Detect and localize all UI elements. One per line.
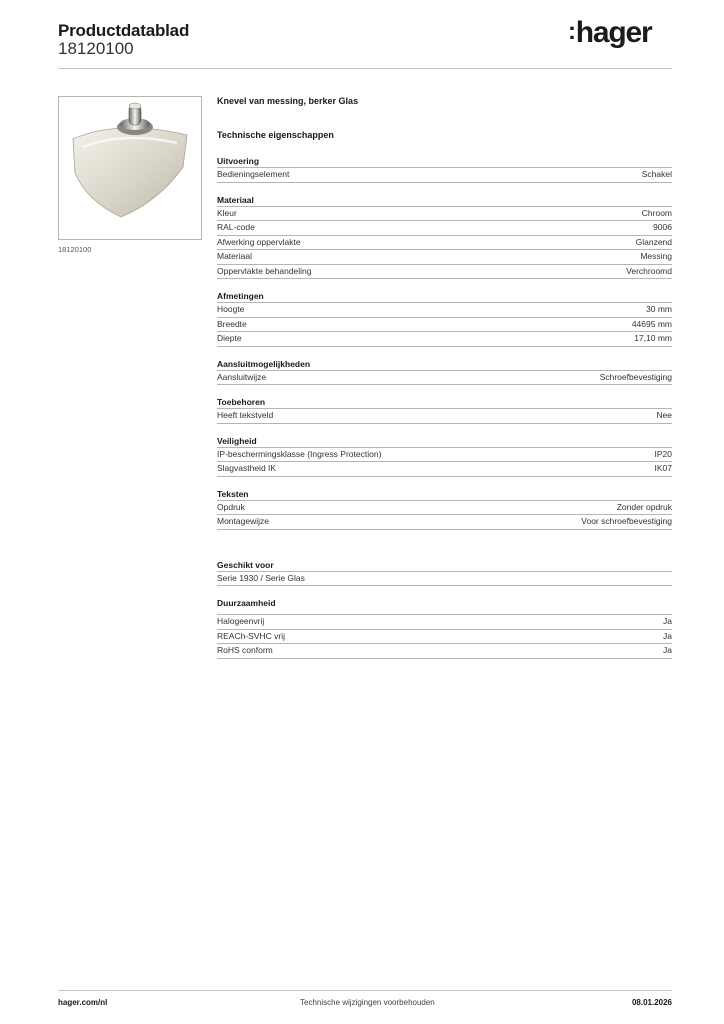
spec-row [217,371,672,386]
spec-row [217,630,672,645]
spec-row [217,462,672,477]
spec-value: Voor schroefbevestiging [581,516,672,526]
spec-value: Glanzend [635,236,672,247]
spec-value: IP20 [654,448,672,459]
spec-row [217,265,672,280]
document-title: Productdatablad [58,21,190,40]
spec-value: 9006 [653,222,672,232]
logo-mark: : [568,18,575,45]
footer-disclaimer: Technische wijzigingen voorbehouden [300,998,435,1007]
group-title: Teksten [217,488,672,501]
spec-value: Schroefbevestiging [599,371,672,382]
spec-value: Ja [663,616,672,626]
spec-value: Messing [640,251,672,261]
document-product-code: 18120100 [58,39,134,58]
hager-logo [568,16,652,50]
spec-label: Materiaal [217,251,252,261]
spec-row [217,515,672,530]
spec-row [217,168,672,183]
spec-label: Afwerking oppervlakte [217,236,301,247]
spacer [217,279,672,290]
header-divider [58,68,672,69]
spec-label: Aansluitwijze [217,371,267,382]
spec-row [217,615,672,630]
spacer [217,385,672,396]
spec-groups [217,155,672,530]
spec-row [217,332,672,347]
spec-value: Verchroomd [626,265,672,276]
spec-value: Chroom [641,207,672,218]
group-title: Aansluitmogelijkheden [217,358,672,371]
spec-row [217,318,672,333]
group-title: Uitvoering [217,155,672,168]
spec-value: 30 mm [646,304,672,314]
spec-value: IK07 [654,463,672,473]
spec-value: Ja [663,645,672,655]
spec-value: 44695 mm [631,318,672,329]
spec-row [217,207,672,222]
spec-label: Bedieningselement [217,169,290,179]
spec-label: Montagewijze [217,516,269,526]
spec-value: Zonder opdruk [616,501,672,512]
footer-website: hager.com/nl [58,998,108,1007]
spec-content [217,95,672,659]
suitable-rows [217,572,672,587]
spec-label: REACh-SVHC vrij [217,630,286,641]
spacer [217,183,672,194]
product-name: Knevel van messing, berker Glas [217,96,359,106]
group-title: Materiaal [217,194,672,207]
spec-row [217,572,672,587]
footer-date: 08.01.2026 [631,998,672,1007]
group-title-suitable: Geschikt voor [217,559,672,572]
spec-label: Serie 1930 / Serie Glas [217,572,305,583]
spec-row [217,303,672,318]
section-technical-properties: Technische eigenschappen [217,130,334,140]
group-title-sustainability: Duurzaamheid [217,597,672,615]
spec-row [217,409,672,424]
footer-divider [58,990,672,991]
spec-row [217,501,672,516]
spec-label: Opdruk [217,501,245,512]
spec-row [217,236,672,251]
image-caption: 18120100 [58,245,92,254]
spec-row [217,448,672,463]
spec-value: 17,10 mm [634,333,672,343]
spec-label: Heeft tekstveld [217,410,274,420]
sustainability-rows [217,615,672,659]
spec-label: Diepte [217,333,242,343]
spec-label: Slagvastheid IK [217,463,277,473]
spec-label: Hoogte [217,304,245,314]
product-image [58,96,202,240]
spec-label: RAL-code [217,222,255,232]
logo-text: hager [575,16,652,49]
spec-row [217,221,672,236]
spacer [217,424,672,435]
spec-label: Halogeenvrij [217,616,265,626]
spec-label: Breedte [217,318,247,329]
spec-value: Ja [663,630,672,641]
group-title: Afmetingen [217,290,672,303]
spacer [217,586,672,597]
spec-label: Oppervlakte behandeling [217,265,312,276]
spec-value: Nee [656,410,672,420]
spec-row [217,644,672,659]
spec-label: RoHS conform [217,645,273,655]
spacer [217,477,672,488]
spec-value: Schakel [641,169,672,179]
spec-label: IP-beschermingsklasse (Ingress Protection) [217,448,382,459]
group-title: Veiligheid [217,435,672,448]
spacer [217,530,672,559]
spacer [217,347,672,358]
spec-label: Kleur [217,207,237,218]
spec-row [217,250,672,265]
group-title: Toebehoren [217,396,672,409]
